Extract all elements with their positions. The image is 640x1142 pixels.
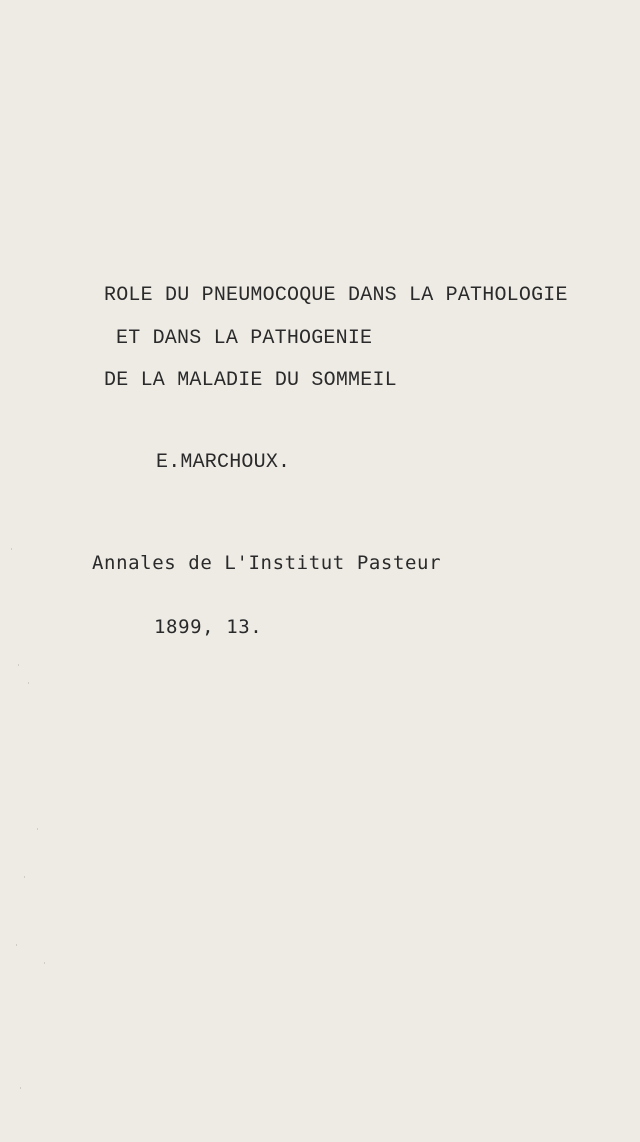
- title-line-2: ET DANS LA PATHOGENIE: [116, 327, 373, 350]
- paper-speck: [37, 828, 38, 830]
- paper-speck: [28, 682, 29, 684]
- paper-speck: [18, 664, 19, 666]
- title-line-3: DE LA MALADIE DU SOMMEIL: [104, 369, 397, 392]
- paper-speck: [44, 962, 45, 964]
- paper-speck: [24, 876, 25, 878]
- journal-name: Annales de L'Institut Pasteur: [92, 552, 442, 574]
- author-name: E.MARCHOUX.: [156, 451, 291, 474]
- title-line-1: ROLE DU PNEUMOCOQUE DANS LA PATHOLOGIE: [104, 284, 568, 307]
- paper-speck: [11, 548, 12, 550]
- citation-year-volume: 1899, 13.: [154, 616, 263, 638]
- paper-speck: [20, 1087, 21, 1089]
- paper-speck: [16, 944, 17, 946]
